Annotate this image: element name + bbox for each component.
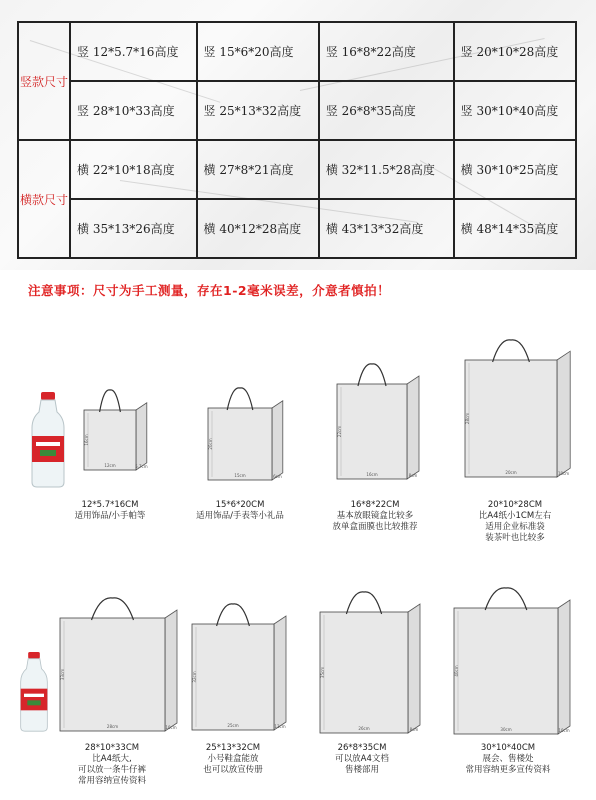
bag-use-text: 展会、售楼处 [482,754,534,764]
water-bottle-icon [19,652,49,732]
bag-width-label: 15cm [234,473,246,478]
bag-use-text: 放单盒面膜也比较推荐 [332,522,418,532]
bag-front-panel [337,384,407,479]
bag-size-text: 30*10*40CM [480,743,536,753]
bag-width-label: 28cm [106,724,119,729]
bag-depth-label: 13cm [274,724,286,729]
bag-width-label: 25cm [227,723,239,728]
bag-handle [227,388,253,410]
size-table [17,21,577,259]
bag-side-panel [272,401,283,480]
size-cell: 竖 20*10*28高度 [454,22,576,81]
bag-caption [292,743,432,776]
size-cell: 横 27*8*21高度 [197,140,319,199]
shopping-bag-illustration [58,594,191,757]
bag-size-text: 16*8*22CM [350,500,400,510]
water-bottle-icon [30,392,66,488]
bag-height-label: 20cm [208,438,213,450]
shopping-bag-illustration [82,386,160,494]
shopping-bag-illustration [463,336,585,505]
bag-handle [217,604,250,626]
size-cell: 竖 16*8*22高度 [319,22,454,81]
shopping-bag-illustration [318,588,434,759]
bag-handle [358,364,386,386]
bag-caption [438,743,578,776]
bag-caption [163,743,303,776]
bag-use-text: 基本放眼镜盒比较多 [336,511,414,521]
bag-side-panel [274,616,286,730]
bag-size-text: 20*10*28CM [487,500,543,510]
table-row [18,22,576,81]
shopping-bag-illustration [190,600,300,756]
shopping-bag-illustration [452,584,584,760]
table-row [18,81,576,140]
size-cell: 竖 30*10*40高度 [454,81,576,140]
bag-handle [346,592,381,614]
notice-text: 注意事项：尺寸为手工测量，存在1-2毫米误差，介意者慎拍！ [28,283,391,298]
bag-caption [42,743,182,787]
bag-side-panel [408,604,420,733]
bag-width-label: 20cm [505,470,517,475]
table-row [18,199,576,258]
bag-depth-label: 10cm [558,728,570,733]
size-cell: 横 30*10*25高度 [454,140,576,199]
size-cell: 竖 25*13*32高度 [197,81,319,140]
bag-front-panel [192,624,274,730]
size-cell: 横 32*11.5*28高度 [319,140,454,199]
bag-front-panel [454,608,558,734]
bag-handle [92,598,134,620]
bag-use-text: 也可以放宣传册 [203,765,263,775]
bag-use-text: 比A4纸小1CM左右 [478,511,552,521]
size-cell: 横 48*14*35高度 [454,199,576,258]
bag-handle [485,588,527,610]
bag-size-text: 26*8*35CM [337,743,387,753]
bag-width-label: 26cm [358,726,370,731]
bag-height-label: 35cm [320,666,325,679]
bag-handle [493,340,530,362]
bag-width-label: 12cm [104,463,116,468]
bag-height-label: 33cm [60,668,65,681]
bag-front-panel [208,408,272,480]
size-cell: 竖 26*8*35高度 [319,81,454,140]
bag-size-text: 12*5.7*16CM [81,500,139,510]
shopping-bag-illustration [206,384,296,504]
bag-width-label: 16cm [366,472,378,477]
table-row [18,140,576,199]
bag-front-panel [320,612,408,733]
bag-depth-label: 8cm [408,473,418,478]
bag-height-label: 32cm [192,671,197,683]
bag-depth-label: 5.7cm [135,464,148,470]
bag-width-label: 30cm [500,727,512,732]
bag-height-label: 40cm [454,665,459,677]
shopping-bag-illustration [335,360,433,505]
size-cell: 横 22*10*18高度 [70,140,197,199]
bag-height-label: 28cm [465,412,470,425]
bag-front-panel [84,410,136,470]
bag-size-text: 15*6*20CM [215,500,265,510]
size-cell: 竖 28*10*33高度 [70,81,197,140]
bag-use-text: 可以放A4文档 [335,754,389,764]
bag-use-text: 常用容纳更多宣传资料 [465,765,551,775]
bag-caption [170,500,310,522]
bag-depth-label: 8cm [409,727,419,732]
size-cell: 竖 12*5.7*16高度 [70,22,197,81]
bag-caption [445,500,585,544]
bag-side-panel [557,351,570,477]
category-cell: 横款尺寸 [18,140,70,258]
bag-size-text: 25*13*32CM [205,743,261,753]
bag-use-text: 适用饰品/小手帕等 [74,511,146,521]
bag-use-text: 装茶叶也比较多 [485,533,545,543]
bag-front-panel [465,360,557,477]
bag-use-text: 售楼部用 [344,765,379,775]
bag-depth-label: 10cm [165,725,177,730]
bag-use-text: 常用容纳宣传资料 [77,776,146,786]
bag-use-text: 适用企业标准袋 [485,522,545,532]
bag-handle [100,390,121,412]
bag-use-text: 可以放一条牛仔裤 [77,765,146,775]
size-cell: 竖 15*6*20高度 [197,22,319,81]
size-cell: 横 43*13*32高度 [319,199,454,258]
bag-caption [305,500,445,533]
bag-side-panel [165,610,177,731]
bag-use-text: 小号鞋盒能放 [207,754,259,764]
bag-side-panel [558,600,570,734]
size-cell: 横 35*13*26高度 [70,199,197,258]
bag-height-label: 22cm [337,425,342,438]
size-cell: 横 40*12*28高度 [197,199,319,258]
category-cell: 竖款尺寸 [18,22,70,140]
bag-side-panel [136,403,147,470]
bag-size-text: 28*10*33CM [84,743,140,753]
bag-use-text: 比A4纸大, [92,754,132,764]
bag-caption [40,500,180,522]
bag-depth-label: 6cm [273,474,282,480]
bag-side-panel [407,376,419,479]
bag-use-text: 适用饰品/手表等小礼品 [196,511,284,521]
bag-front-panel [60,618,165,731]
bag-height-label: 16cm [84,434,89,446]
bag-depth-label: 10cm [558,470,570,476]
